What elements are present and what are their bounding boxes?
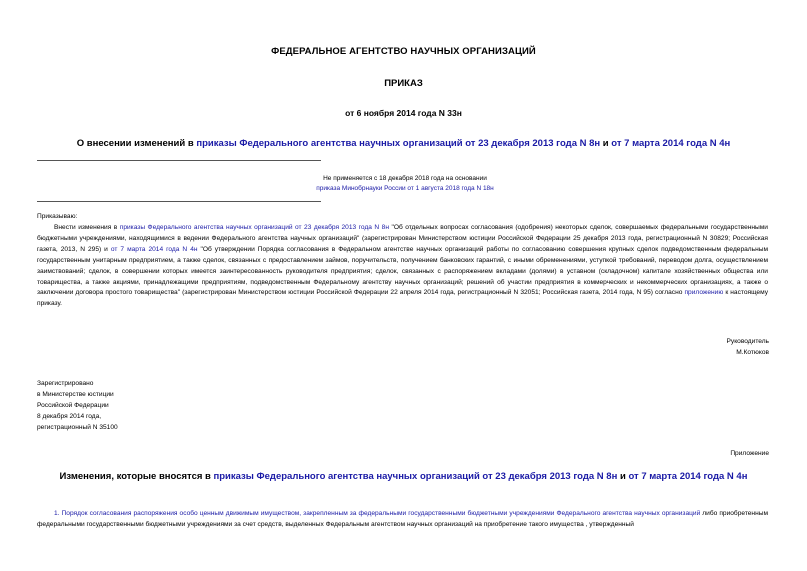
paragraph-text-2: "Об отдельных вопросах согласования (одобрения) некоторых сделок, совершаемых федеральными государственными бюджетными учреждениями, находящимися в ведении Федерального агентства научных организаций" (зарегистрирован Министерством юстиции Российской Федерации 25 декабря 2013 года, регистрационный N 30829; Российская газета, 2013, N 295) и <box>37 224 768 253</box>
org-name: ФЕДЕРАЛЬНОЕ АГЕНТСТВО НАУЧНЫХ ОРГАНИЗАЦИЙ <box>271 46 536 57</box>
doc-date: от 6 ноября 2014 года N 33н <box>345 108 462 118</box>
paragraph-link-order-4n[interactable]: от 7 марта 2014 года N 4н <box>110 245 198 253</box>
signature-role: Руководитель <box>726 338 769 345</box>
registration-line: в Министерстве юстиции <box>37 391 114 398</box>
registration-line: регистрационный N 35100 <box>37 424 118 431</box>
paragraph-text-1: Внести изменения в <box>54 224 120 231</box>
paragraph-text-4: к настоящему приказу. <box>37 289 768 308</box>
registration-line: 8 декабря 2014 года, <box>37 413 102 420</box>
divider-bottom <box>37 201 321 202</box>
signature-block <box>569 336 769 358</box>
appendix-label: Приложение <box>730 450 769 457</box>
signature-name: М.Котюков <box>736 349 769 356</box>
registration-block <box>37 378 287 433</box>
paragraph-link-order-8n[interactable]: приказы Федерального агентства научных организаций от 23 декабря 2013 года N 8н <box>119 224 389 231</box>
title-mid: и <box>600 138 612 149</box>
appendix-title <box>0 471 807 482</box>
appendix-item-1-text: либо приобретенным федеральными государственными бюджетными учреждениями за счет средств, выделенных Федеральным агентством научных организаций на приобретение такого имущества , утвержденный <box>37 510 768 528</box>
intro-text: Приказываю: <box>37 213 78 220</box>
appendix-title-prefix: Изменения, которые вносятся в <box>59 471 214 482</box>
appendix-item-1-link[interactable]: 1. Порядок согласования распоряжения особо ценным движимым имуществом, закрепленным за федеральными государственными бюджетными учреждениями Федерального агентства научных организаций <box>54 510 701 517</box>
paragraph-link-appendix[interactable]: приложению <box>684 289 724 297</box>
divider-top <box>37 160 321 161</box>
title-link-order-4n[interactable]: от 7 марта 2014 года N 4н <box>611 138 731 149</box>
title-prefix: О внесении изменений в <box>76 138 197 149</box>
appendix-title-link-8n[interactable]: приказы Федерального агентства научных организаций от 23 декабря 2013 года N 8н <box>213 471 618 482</box>
registration-line: Зарегистрировано <box>37 380 94 387</box>
doc-type: ПРИКАЗ <box>384 78 423 89</box>
status-note-line1: Не применяется с 18 декабря 2018 года на основании <box>323 175 487 182</box>
appendix-item-1 <box>37 509 768 531</box>
paragraph-text-3: "Об утверждении Порядка согласования в Федеральном агентстве научных организаций работы по согласованию совершения крупных сделок подведомственным федеральным государственным унитарным предприятием, а также сделок, связанных с предоставлением займов, поручительств, получением банковских гарантий, с иными обременениями, уступкой требований, переводом долга, осуществлением заимствований; сделок, в совершении которых имеется заинтересованность руководителя предприятия; сделок, связанных с распоряжением вкладами (долями) в уставном (складочном) капитале хозяйственных общества или товарищества, а также акциями, принадлежащими предприятиям, подведомственным Федеральному агентству научных организаций; решений об участии предприятия в коммерческих и некоммерческих организациях, а также о заключении договора простого товарищества" (зарегистрирован Министерством юстиции Российской Федерации 22 апреля 2014 года, регистрационный N 32051; Российская газета, 2014 года, N 95) согласно <box>37 245 768 297</box>
appendix-title-mid: и <box>617 471 629 482</box>
doc-title <box>0 138 807 149</box>
status-note <box>230 174 580 194</box>
status-note-link[interactable]: приказа Минобрнауки России от 1 августа 2018 года N 18н <box>316 185 494 192</box>
title-link-order-8n[interactable]: приказы Федерального агентства научных организаций от 23 декабря 2013 года N 8н <box>196 138 601 149</box>
appendix-title-link-4n[interactable]: от 7 марта 2014 года N 4н <box>628 471 748 482</box>
registration-line: Российской Федерации <box>37 402 109 409</box>
main-paragraph <box>37 223 768 310</box>
